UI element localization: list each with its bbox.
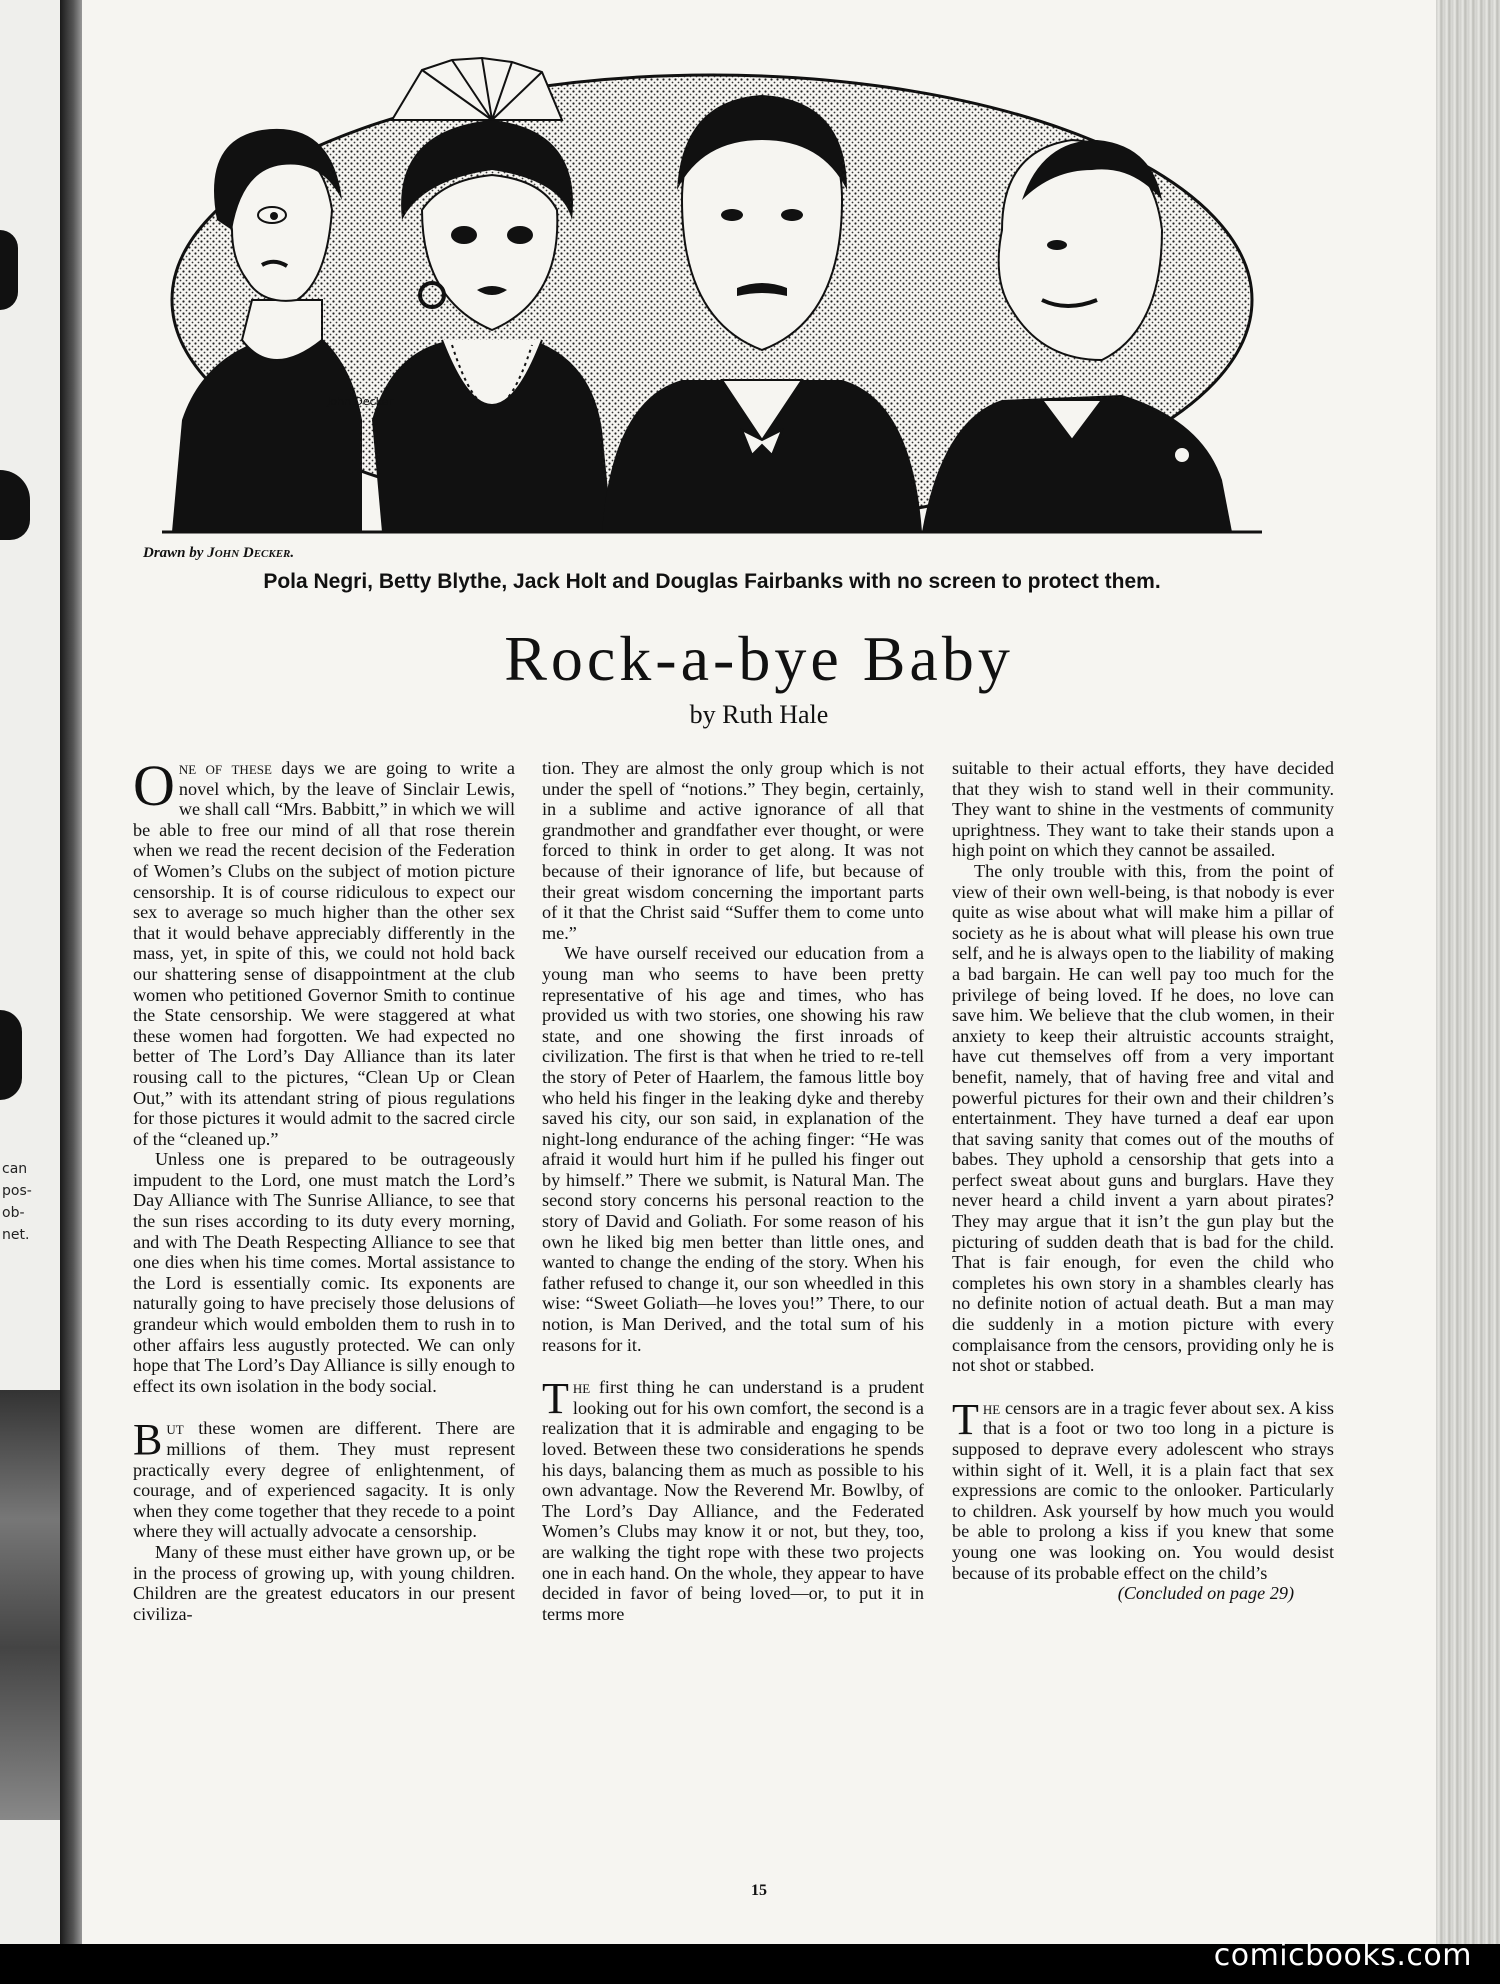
- adjacent-page-illustration: [0, 470, 30, 540]
- continuation-note: (Concluded on page 29): [1117, 1583, 1294, 1604]
- lead-in: he: [982, 1397, 1001, 1418]
- page-stack-edge: [1436, 0, 1500, 1944]
- adjacent-page-illustration: [0, 1010, 22, 1100]
- illustration-caption: Pola Negri, Betty Blythe, Jack Holt and Douglas Fairbanks with no screen to protect them.: [263, 570, 1161, 593]
- paragraph: We have ourself received our education from a young man who seems to have been pretty representative of his age and times, who has provided us with two stories, one showing his raw state, and one showing the first inroads of civilization. The first is that when he tried to re-tell the story of Peter of Haarlem, the famous little boy who held his finger in the leaking dyke and thereby saved his city, our son said, in explanation of the night-long endurance of the aching finger: “He was afraid it would hurt him if he pulled his finger out by himself.” There we submit, is Natural Man. The second story concerns his personal reaction to the story of David and Goliath. For some reason of his own he liked big men better than little ones, and wanted to change the ending of the story. When his father refused to change it, our son wheedled in this wise: “Sweet Goliath—he loves you!” There, to our notion, is Man Derived, and the total sum of his reasons for it.: [542, 943, 924, 1355]
- illustration-credit: Drawn by John Decker.: [143, 545, 295, 561]
- article-column-1: [133, 753, 515, 1624]
- watermark: comicbooks.com: [1213, 1938, 1472, 1973]
- paragraph: Unless one is prepared to be outrageously impudent to the Lord, one must match the Lord’s Day Alliance with The Sunrise Alliance, to see that the sun rises according to its duty every morning, and with The Death Respecting Alliance to see that one dies when his time comes. Mortal assistance to the Lord is essentially comic. Its exponents are naturally going to have precisely those delusions of grandeur which would embolden them to rush in to other affairs less augustly protected. We can only hope that The Lord’s Day Alliance is silly enough to effect its own isolation in the body social.: [133, 1149, 515, 1396]
- paragraph: One of these days we are going to write a novel which, by the leave of Sinclair Lewis, we shall call “Mrs. Babbitt,” in which we will be able to free our mind of all that rose therein when we read the recent decision of the Federation of Women’s Clubs on the subject of motion picture censorship. It is of course ridiculous to expect our sex to average so much higher than the other sex that it would behave appreciably differently in the mass, yet, in spite of this, we could not hold back our shattering sense of disappointment at the club women who petitioned Governor Smith to continue the State censorship. We were staggered at what these women had forgotten. We had expected no better of The Lord’s Day Alliance than its later rousing call to the pictures, “Clean Up or Clean Out,” with its attendant string of pious regulations for those pictures it would admit to the sacred circle of the “cleaned up.”: [133, 753, 515, 1149]
- adjacent-page-illustration: [0, 230, 18, 310]
- article-title: Rock-a-bye Baby: [504, 623, 1014, 694]
- paragraph: The first thing he can understand is a prudent looking out for his own comfort, the second is a realization that it is admirable and engaging to be loved. Between these two considerations he spends his days, balancing them as much as possible to his own advantage. Now the Reverend Mr. Bowlby, of The Lord’s Day Alliance, and the Federated Women’s Clubs may know it or not, but they, too, are walking the tight rope with these two projects one in each hand. On the whole, they appear to have decided in favor of being loved—or, to put it in terms more: [542, 1374, 924, 1624]
- adjacent-page-text: can: [2, 1161, 28, 1177]
- drop-cap: B: [133, 1415, 163, 1465]
- lead-in: he: [572, 1377, 591, 1398]
- adjacent-page-edge: [0, 0, 60, 1984]
- paragraph: suitable to their actual efforts, they have decided that they wish to stand well in their community. They want to shine in the vestments of community uprightness. They want to take their stands upon a high point on which they cannot be assailed.: [952, 758, 1334, 861]
- paragraph: The only trouble with this, from the point of view of their own well-being, is that nobody is ever quite as wise about what will make him a pillar of society as he is about what will please his own true self, and he is always open to the liability of making a bad bargain. He can well pay too much for the privilege of being loved. If he does, no love can save him. We believe that the club women, in their anxiety to keep their altruistic accounts straight, have cut themselves off from a very important benefit, namely, that of having free and vital and powerful pictures for their own and their children’s entertainment. They have turned a deaf ear upon that saving sanity that comes out of the mouths of babes. They uphold a censorship that gets into a perfect sweat about guns and burglars. Have they never heard a child invent a yarn about pirates? They may argue that it isn’t the gun play but the picturing of sudden death that is bad for the child. That is fair enough, for even the child who completes his own story in a shambles clearly has no definite notion of actual death. But a man may die suddenly in a motion picture with every complaisance from the censors, providing only he is not shot or stabbed.: [952, 860, 1334, 1376]
- lead-in: ut: [166, 1418, 184, 1439]
- svg-text:John Decker: John Decker: [327, 395, 393, 408]
- paragraph: But these women are different. There are millions of them. They must represent practically every degree of enlightenment, of courage, and of experienced sagacity. It is only when they come together that they recede to a point where they will actually advocate a censorship.: [133, 1415, 515, 1542]
- article-column-2: [542, 758, 924, 1624]
- drop-cap: T: [542, 1374, 569, 1424]
- paragraph: The censors are in a tragic fever about sex. A kiss that is a foot or two too long in a picture is supposed to deprave every adolescent who strays within sight of it. Well, it is a plain fact that sex expressions are comic to the onlooker. Particularly to children. Ask yourself by how much you would be able to prolong a kiss if you knew that some young one was looking on. You would desist because of its probable effect on the child’s: [952, 1394, 1334, 1583]
- adjacent-page-text: ob-: [2, 1205, 25, 1221]
- article-byline: by Ruth Hale: [689, 700, 829, 729]
- adjacent-page-text: net.: [2, 1227, 30, 1243]
- drop-cap: T: [952, 1394, 979, 1444]
- paragraph: tion. They are almost the only group which is not under the spell of “notions.” They begin, certainly, in a sublime and active ignorance of all that grandmother and grandfather ever thought, or were forced to think in order to get along. It was not because of their ignorance of life, but because of their great wisdom concerning the important parts of it that the Christ said “Suffer them to come unto me.”: [542, 758, 924, 943]
- adjacent-page-photo: [0, 1390, 60, 1820]
- adjacent-page-text: pos-: [2, 1183, 32, 1199]
- book-gutter: [60, 0, 82, 1984]
- lead-in: ne of these: [178, 758, 272, 778]
- article-column-3: [952, 758, 1334, 1604]
- drop-cap: O: [133, 753, 175, 818]
- caricature-illustration: [122, 0, 1298, 540]
- paragraph: Many of these must either have grown up, or be in the process of growing up, with young children. Children are the greatest educators in our present civiliza-: [133, 1541, 515, 1624]
- signature: [326, 395, 393, 408]
- page-number: 15: [751, 1882, 767, 1899]
